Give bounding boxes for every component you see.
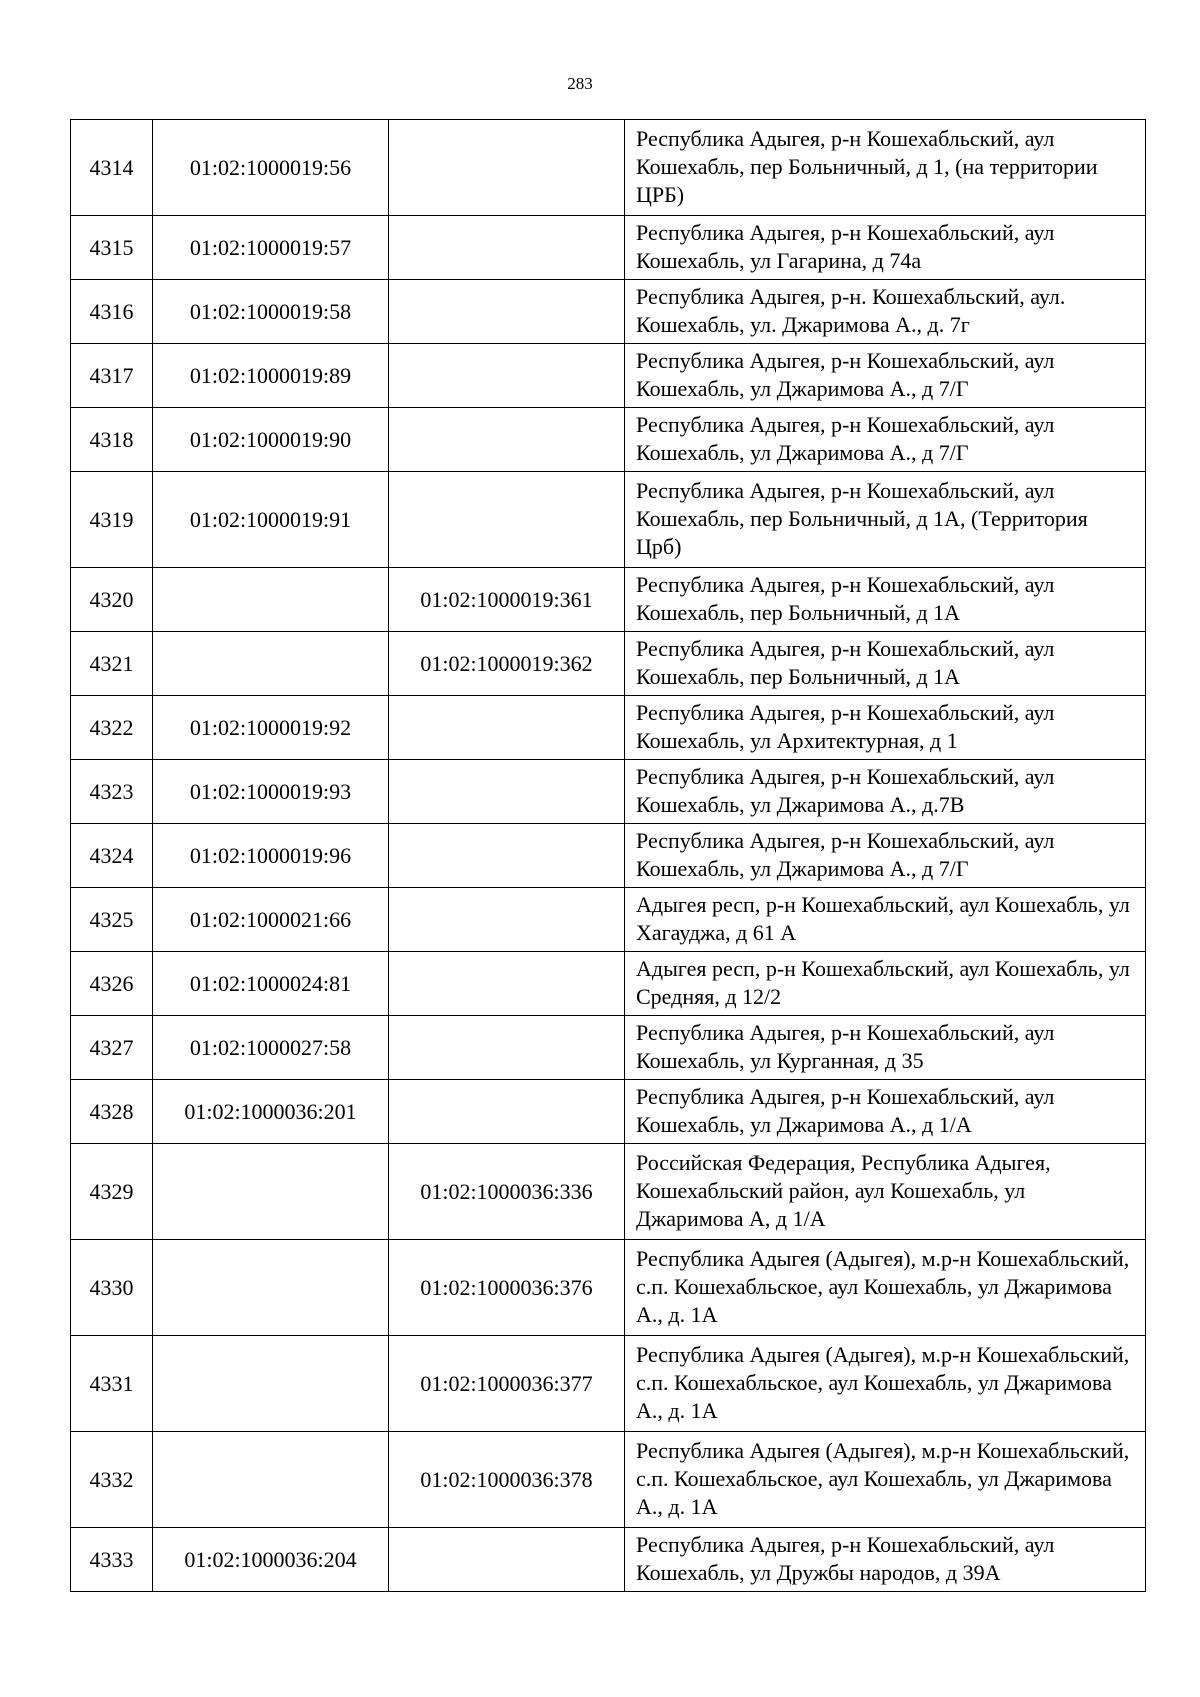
table-row bbox=[71, 952, 1146, 1016]
cadastral-number-land bbox=[153, 1336, 389, 1432]
address-cell: Республика Адыгея, р-н Кошехабльский, аул Кошехабль, пер Больничный, д 1А bbox=[625, 568, 1146, 632]
address-cell: Республика Адыгея, р-н. Кошехабльский, аул. Кошехабль, ул. Джаримова А., д. 7г bbox=[625, 280, 1146, 344]
cadastral-number-land bbox=[153, 632, 389, 696]
cadastral-number-land: 01:02:1000021:66 bbox=[153, 888, 389, 952]
cadastral-number-object bbox=[389, 1016, 625, 1080]
cadastral-number-land: 01:02:1000019:92 bbox=[153, 696, 389, 760]
cadastral-number-object bbox=[389, 1080, 625, 1144]
address-cell: Адыгея респ, р-н Кошехабльский, аул Кошехабль, ул Средняя, д 12/2 bbox=[625, 952, 1146, 1016]
table-row bbox=[71, 568, 1146, 632]
address-cell: Республика Адыгея (Адыгея), м.р-н Кошехабльский, с.п. Кошехабльское, аул Кошехабль, ул Джаримова А., д. 1А bbox=[625, 1336, 1146, 1432]
cadastral-number-object bbox=[389, 472, 625, 568]
table-row bbox=[71, 632, 1146, 696]
row-number: 4332 bbox=[71, 1432, 153, 1528]
cadastral-number-land bbox=[153, 1144, 389, 1240]
cadastral-number-land bbox=[153, 1432, 389, 1528]
address-cell: Республика Адыгея, р-н Кошехабльский, аул Кошехабль, ул Джаримова А., д 7/Г bbox=[625, 344, 1146, 408]
table-row bbox=[71, 1432, 1146, 1528]
row-number: 4322 bbox=[71, 696, 153, 760]
cadastral-number-land bbox=[153, 568, 389, 632]
table-row bbox=[71, 1240, 1146, 1336]
row-number: 4316 bbox=[71, 280, 153, 344]
cadastral-number-land: 01:02:1000019:91 bbox=[153, 472, 389, 568]
address-cell: Республика Адыгея (Адыгея), м.р-н Кошехабльский, с.п. Кошехабльское, аул Кошехабль, ул Джаримова А., д. 1А bbox=[625, 1432, 1146, 1528]
cadastral-number-land: 01:02:1000036:204 bbox=[153, 1528, 389, 1592]
address-cell: Республика Адыгея, р-н Кошехабльский, аул Кошехабль, ул Курганная, д 35 bbox=[625, 1016, 1146, 1080]
cadastral-number-land: 01:02:1000019:89 bbox=[153, 344, 389, 408]
address-cell: Республика Адыгея, р-н Кошехабльский, аул Кошехабль, пер Больничный, д 1А, (Территория Црб) bbox=[625, 472, 1146, 568]
table-row bbox=[71, 760, 1146, 824]
address-cell: Республика Адыгея, р-н Кошехабльский, аул Кошехабль, ул Гагарина, д 74а bbox=[625, 216, 1146, 280]
table-row bbox=[71, 1336, 1146, 1432]
cadastral-number-land: 01:02:1000019:58 bbox=[153, 280, 389, 344]
row-number: 4329 bbox=[71, 1144, 153, 1240]
address-cell: Республика Адыгея, р-н Кошехабльский, аул Кошехабль, ул Джаримова А., д 7/Г bbox=[625, 408, 1146, 472]
cadastral-number-land: 01:02:1000036:201 bbox=[153, 1080, 389, 1144]
cadastral-number-object bbox=[389, 952, 625, 1016]
cadastral-number-land: 01:02:1000019:96 bbox=[153, 824, 389, 888]
table-row bbox=[71, 408, 1146, 472]
table-row bbox=[71, 696, 1146, 760]
row-number: 4319 bbox=[71, 472, 153, 568]
row-number: 4324 bbox=[71, 824, 153, 888]
table-row bbox=[71, 120, 1146, 216]
table-row bbox=[71, 280, 1146, 344]
page-number: 283 bbox=[567, 74, 593, 93]
cadastral-number-object: 01:02:1000036:377 bbox=[389, 1336, 625, 1432]
table-row bbox=[71, 216, 1146, 280]
address-cell: Республика Адыгея, р-н Кошехабльский, аул Кошехабль, пер Больничный, д 1, (на территории ЦРБ) bbox=[625, 120, 1146, 216]
address-cell: Республика Адыгея, р-н Кошехабльский, аул Кошехабль, пер Больничный, д 1А bbox=[625, 632, 1146, 696]
table-row bbox=[71, 824, 1146, 888]
row-number: 4323 bbox=[71, 760, 153, 824]
table-row bbox=[71, 1016, 1146, 1080]
address-cell: Республика Адыгея, р-н Кошехабльский, аул Кошехабль, ул Джаримова А., д 1/А bbox=[625, 1080, 1146, 1144]
row-number: 4328 bbox=[71, 1080, 153, 1144]
row-number: 4321 bbox=[71, 632, 153, 696]
address-cell: Республика Адыгея, р-н Кошехабльский, аул Кошехабль, ул Архитектурная, д 1 bbox=[625, 696, 1146, 760]
cadastral-number-object: 01:02:1000036:376 bbox=[389, 1240, 625, 1336]
cadastral-number-land: 01:02:1000019:90 bbox=[153, 408, 389, 472]
cadastral-number-object: 01:02:1000019:361 bbox=[389, 568, 625, 632]
cadastral-number-object bbox=[389, 888, 625, 952]
cadastral-number-object: 01:02:1000036:336 bbox=[389, 1144, 625, 1240]
table-row bbox=[71, 344, 1146, 408]
cadastral-number-object: 01:02:1000019:362 bbox=[389, 632, 625, 696]
cadastral-number-object bbox=[389, 120, 625, 216]
cadastral-number-land bbox=[153, 1240, 389, 1336]
row-number: 4325 bbox=[71, 888, 153, 952]
cadastral-number-object bbox=[389, 824, 625, 888]
cadastral-number-land: 01:02:1000027:58 bbox=[153, 1016, 389, 1080]
cadastral-number-object: 01:02:1000036:378 bbox=[389, 1432, 625, 1528]
row-number: 4330 bbox=[71, 1240, 153, 1336]
table-row bbox=[71, 1144, 1146, 1240]
cadastral-number-object bbox=[389, 280, 625, 344]
cadastral-number-land: 01:02:1000019:57 bbox=[153, 216, 389, 280]
row-number: 4326 bbox=[71, 952, 153, 1016]
table-row bbox=[71, 888, 1146, 952]
table-body bbox=[71, 120, 1146, 1592]
row-number: 4314 bbox=[71, 120, 153, 216]
row-number: 4320 bbox=[71, 568, 153, 632]
address-cell: Адыгея респ, р-н Кошехабльский, аул Кошехабль, ул Хагауджа, д 61 А bbox=[625, 888, 1146, 952]
table-row bbox=[71, 1080, 1146, 1144]
cadastral-number-object bbox=[389, 696, 625, 760]
cadastral-number-object bbox=[389, 216, 625, 280]
address-cell: Республика Адыгея, р-н Кошехабльский, аул Кошехабль, ул Дружбы народов, д 39А bbox=[625, 1528, 1146, 1592]
cadastral-number-object bbox=[389, 1528, 625, 1592]
address-cell: Республика Адыгея, р-н Кошехабльский, аул Кошехабль, ул Джаримова А., д.7В bbox=[625, 760, 1146, 824]
cadastral-number-object bbox=[389, 408, 625, 472]
property-registry-table bbox=[70, 119, 1146, 1592]
table-row bbox=[71, 1528, 1146, 1592]
table-row bbox=[71, 472, 1146, 568]
row-number: 4331 bbox=[71, 1336, 153, 1432]
cadastral-number-land: 01:02:1000019:56 bbox=[153, 120, 389, 216]
row-number: 4315 bbox=[71, 216, 153, 280]
row-number: 4327 bbox=[71, 1016, 153, 1080]
row-number: 4318 bbox=[71, 408, 153, 472]
cadastral-number-land: 01:02:1000019:93 bbox=[153, 760, 389, 824]
cadastral-number-object bbox=[389, 760, 625, 824]
row-number: 4333 bbox=[71, 1528, 153, 1592]
cadastral-number-object bbox=[389, 344, 625, 408]
address-cell: Республика Адыгея (Адыгея), м.р-н Кошехабльский, с.п. Кошехабльское, аул Кошехабль, ул Джаримова А., д. 1А bbox=[625, 1240, 1146, 1336]
address-cell: Российская Федерация, Республика Адыгея, Кошехабльский район, аул Кошехабль, ул Джаримова А, д 1/А bbox=[625, 1144, 1146, 1240]
cadastral-number-land: 01:02:1000024:81 bbox=[153, 952, 389, 1016]
address-cell: Республика Адыгея, р-н Кошехабльский, аул Кошехабль, ул Джаримова А., д 7/Г bbox=[625, 824, 1146, 888]
row-number: 4317 bbox=[71, 344, 153, 408]
